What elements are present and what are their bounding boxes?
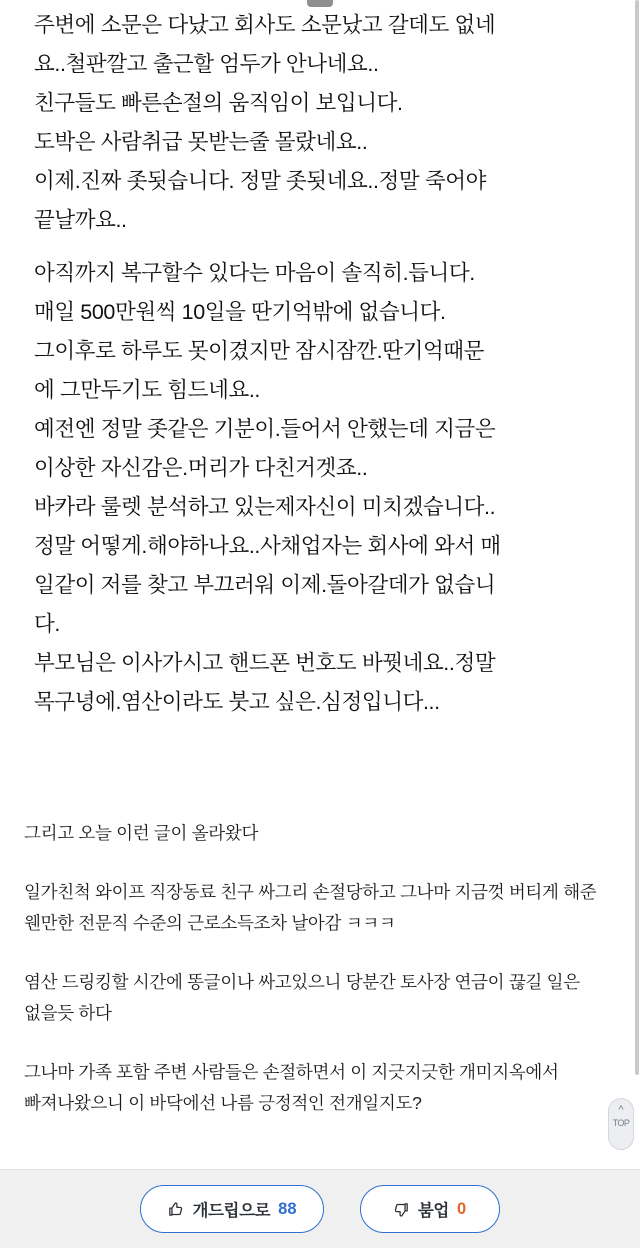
page-scrollbar[interactable] — [635, 0, 640, 1248]
scroll-to-top-label: TOP — [612, 1118, 630, 1128]
quote-line: 끝날까요.. — [34, 208, 127, 232]
chevron-up-icon: ^ — [618, 1104, 624, 1116]
body-paragraph: 그나마 가족 포함 주변 사람들은 손절하면서 이 지긋지긋한 개미지옥에서 빠져나왔으니 이 바닥에선 나름 긍정적인 전개일지도? — [24, 1062, 559, 1113]
body-paragraph: 염산 드링킹할 시간에 똥글이나 싸고있으니 당분간 토사장 연금이 끊길 일은 없을듯 하다 — [24, 972, 580, 1023]
quote-line: 에 그만두기도 힘드네요.. — [34, 378, 260, 402]
quote-line: 정말 어떻게.해야하나요..사채업자는 회사에 와서 매 — [34, 534, 501, 558]
downvote-label: 붐업 — [417, 1202, 449, 1220]
quote-line: 아직까지 복구할수 있다는 마음이 솔직히.듭니다. — [34, 261, 475, 285]
paragraph-gap — [34, 240, 612, 254]
quote-line: 다. — [34, 612, 60, 636]
scroll-to-top-button[interactable] — [608, 1098, 634, 1150]
quote-line: 바카라 룰렛 분석하고 있는제자신이 미치겠습니다.. — [34, 495, 496, 519]
quote-line: 주변에 소문은 다났고 회사도 소문났고 갈데도 없네 — [34, 13, 496, 37]
downvote-button[interactable] — [360, 1185, 500, 1233]
quote-line: 친구들도 빠른손절의 움직임이 보입니다. — [34, 91, 403, 115]
quote-line: 그이후로 하루도 못이겼지만 잠시잠깐.딴기억때문 — [34, 339, 485, 363]
upvote-count: 88 — [278, 1199, 297, 1218]
post-body — [0, 818, 640, 1119]
upvote-button[interactable] — [140, 1185, 323, 1233]
quote-line: 이제.진짜 좃됫습니다. 정말 좃됫네요..정말 죽어야 — [34, 169, 486, 193]
reaction-bar — [0, 1169, 640, 1248]
body-paragraph: 일가친척 와이프 직장동료 친구 싸그리 손절당하고 그나마 지금껏 버티게 해준 웬만한 전문직 수준의 근로소득조차 날아감 ㅋㅋㅋ — [24, 882, 597, 933]
quoted-post-text — [0, 6, 640, 722]
quote-line: 목구녕에.염산이라도 붓고 싶은.심정입니다... — [34, 690, 440, 714]
thumbs-down-icon — [393, 1201, 410, 1218]
scrollbar-thumb[interactable] — [635, 0, 639, 1075]
quote-line: 매일 500만원씩 10일을 딴기억밖에 없습니다. — [34, 300, 446, 324]
upvote-label: 개드립으로 — [192, 1202, 271, 1220]
quote-line: 예전엔 정말 좃같은 기분이.들어서 안했는데 지금은 — [34, 417, 496, 441]
quote-line: 도박은 사람취급 못받는줄 몰랐네요.. — [34, 130, 368, 154]
quote-line: 부모님은 이사가시고 핸드폰 번호도 바꿧네요..정말 — [34, 651, 496, 675]
thumbs-up-icon — [167, 1201, 184, 1218]
body-paragraph: 그리고 오늘 이런 글이 올라왔다 — [24, 823, 259, 843]
quote-line: 요..철판깔고 출근할 엄두가 안나네요.. — [34, 52, 379, 76]
quote-line: 일같이 저를 찾고 부끄러워 이제.돌아갈데가 없습니 — [34, 573, 496, 597]
quote-line: 이상한 자신감은.머리가 다친거겟죠.. — [34, 456, 368, 480]
downvote-count: 0 — [456, 1199, 467, 1218]
